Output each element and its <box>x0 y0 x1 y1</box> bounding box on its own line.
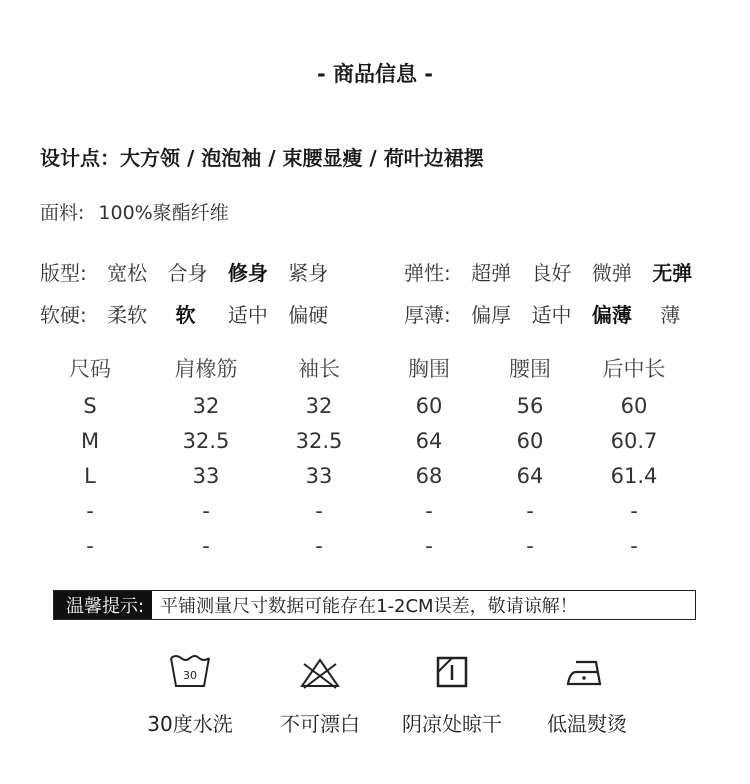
attr-elasticity-option: 良好 <box>531 261 572 285</box>
column-header: 腰围 <box>509 357 551 381</box>
table-cell: 32.5 <box>295 428 343 453</box>
care-label: 不可漂白 <box>280 712 360 736</box>
attr-softness <box>40 299 328 328</box>
attr-elasticity-option-selected: 无弹 <box>652 261 693 285</box>
table-cell: 68 <box>415 463 443 488</box>
tip-bar <box>53 590 696 620</box>
attr-fit-label: 版型: <box>40 261 87 285</box>
attr-thickness-option: 偏厚 <box>471 303 512 327</box>
attr-elasticity-option: 超弹 <box>471 261 512 285</box>
attr-fit-option: 紧身 <box>288 261 329 285</box>
table-cell: - <box>526 498 534 523</box>
design-points: 设计点：大方领 / 泡泡袖 / 束腰显瘦 / 荷叶边裙摆 <box>40 146 484 170</box>
care-item-iron <box>512 652 662 737</box>
size-table-header <box>40 348 700 388</box>
table-cell: 60 <box>516 428 544 453</box>
attr-thickness-option-selected: 偏薄 <box>591 303 632 327</box>
attr-fit-option-selected: 修身 <box>227 261 268 285</box>
table-cell: - <box>86 498 94 523</box>
tip-label: 温馨提示: <box>54 591 152 619</box>
table-cell: 60 <box>415 393 443 418</box>
size-table <box>40 348 700 563</box>
table-cell: - <box>202 533 210 558</box>
table-cell: 33 <box>192 463 220 488</box>
table-cell: - <box>315 533 323 558</box>
attr-thickness <box>404 299 680 328</box>
wash-30-icon <box>168 652 212 692</box>
table-cell: L <box>84 463 96 488</box>
table-cell: 32 <box>192 393 220 418</box>
table-cell: - <box>630 533 638 558</box>
table-cell: - <box>315 498 323 523</box>
table-row <box>40 458 700 493</box>
care-item-wash <box>115 652 265 737</box>
table-row <box>40 528 700 563</box>
attr-thickness-option: 薄 <box>660 303 681 327</box>
table-row <box>40 423 700 458</box>
table-row <box>40 388 700 423</box>
attr-softness-option: 偏硬 <box>288 303 329 327</box>
wash-temp-badge: 30 <box>183 669 197 682</box>
table-cell: - <box>526 533 534 558</box>
column-header: 尺码 <box>69 357 111 381</box>
table-cell: S <box>83 393 97 418</box>
table-row <box>40 493 700 528</box>
fabric-label: 面料: <box>40 202 85 224</box>
column-header: 肩橡筋 <box>174 357 238 381</box>
table-cell: 64 <box>516 463 544 488</box>
table-cell: - <box>425 498 433 523</box>
attr-softness-option: 柔软 <box>107 303 148 327</box>
table-cell: - <box>86 533 94 558</box>
table-cell: 32 <box>305 393 333 418</box>
table-cell: - <box>630 498 638 523</box>
care-item-dry <box>377 652 527 737</box>
attr-fit-option: 合身 <box>167 261 208 285</box>
column-header: 后中长 <box>602 357 666 381</box>
attr-softness-option: 适中 <box>227 303 268 327</box>
table-cell: 60.7 <box>610 428 658 453</box>
care-label: 30度水洗 <box>147 712 233 736</box>
attr-elasticity-option: 微弹 <box>591 261 632 285</box>
table-cell: 61.4 <box>610 463 658 488</box>
section-title: - 商品信息 - <box>316 62 434 86</box>
table-cell: - <box>202 498 210 523</box>
table-cell: - <box>425 533 433 558</box>
table-cell: M <box>80 428 100 453</box>
table-cell: 33 <box>305 463 333 488</box>
fabric-value: 100%聚酯纤维 <box>98 202 229 224</box>
attr-thickness-option: 适中 <box>531 303 572 327</box>
attr-thickness-label: 厚薄: <box>404 303 451 327</box>
column-header: 袖长 <box>298 357 340 381</box>
attr-fit-option: 宽松 <box>107 261 148 285</box>
no-bleach-icon <box>298 652 342 692</box>
column-header: 胸围 <box>408 357 450 381</box>
attr-elasticity-label: 弹性: <box>404 261 451 285</box>
care-item-bleach <box>245 652 395 737</box>
low-iron-icon <box>564 652 610 692</box>
attr-fit <box>40 257 328 286</box>
care-label: 阴凉处晾干 <box>402 712 502 736</box>
tip-text: 平铺测量尺寸数据可能存在1-2CM误差，敬请谅解！ <box>160 596 578 617</box>
table-cell: 60 <box>620 393 648 418</box>
table-cell: 32.5 <box>182 428 230 453</box>
fabric-row <box>40 198 229 225</box>
shade-dry-icon <box>430 652 474 692</box>
attr-softness-option-selected: 软 <box>175 303 196 327</box>
table-cell: 56 <box>516 393 544 418</box>
attr-softness-label: 软硬: <box>40 303 87 327</box>
attr-elasticity <box>404 257 692 286</box>
table-cell: 64 <box>415 428 443 453</box>
care-label: 低温熨烫 <box>547 712 627 736</box>
